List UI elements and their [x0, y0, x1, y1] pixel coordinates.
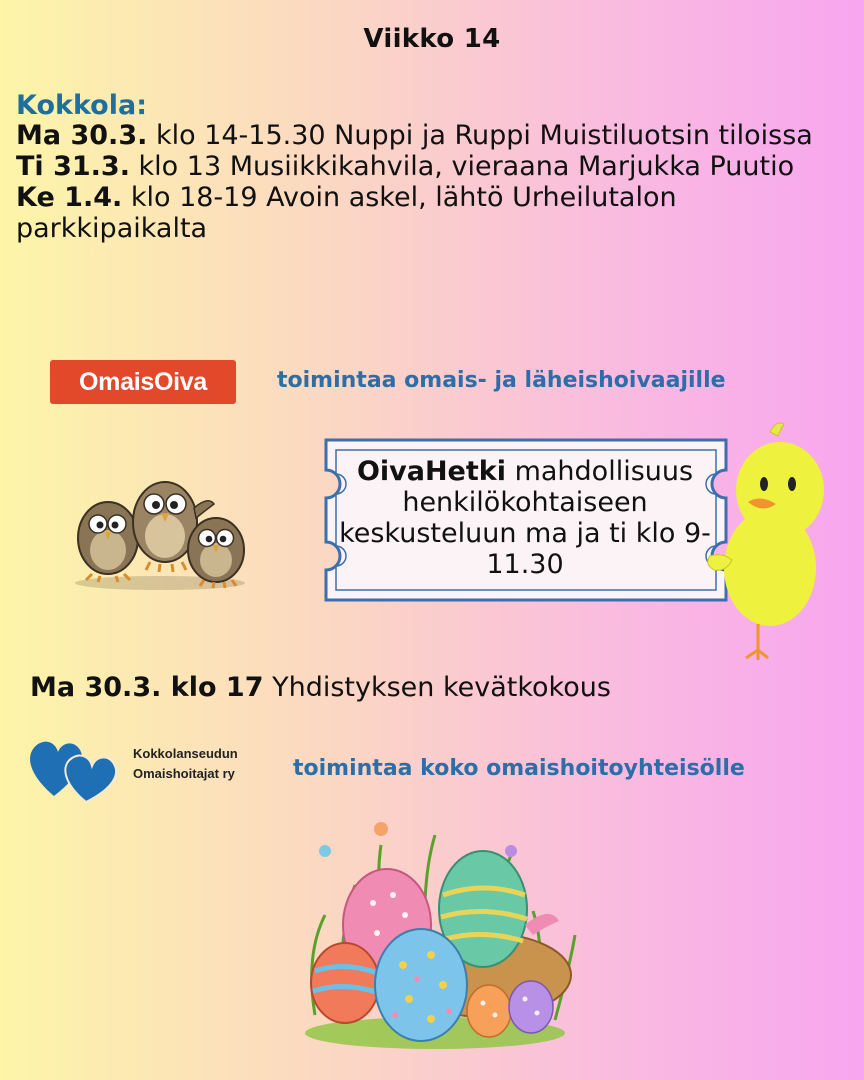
event-date: Ke 1.4. [16, 182, 123, 213]
association-tagline: toimintaa koko omaishoitoyhteisölle [293, 756, 745, 781]
event-item [16, 120, 836, 151]
event-list [16, 120, 836, 244]
omaisoiva-logo: OmaisOiva [50, 360, 236, 404]
event-item [16, 182, 836, 244]
association-name [133, 744, 238, 784]
event-item [16, 151, 836, 182]
meeting-date: Ma 30.3. klo 17 [30, 672, 264, 703]
owls-illustration [70, 468, 250, 590]
event-text: klo 13 Musiikkikahvila, vieraana Marjukka Puutio [129, 151, 795, 182]
notice-highlight: OivaHetki [356, 456, 506, 487]
chick-illustration [700, 418, 830, 666]
association-name-line: Omaishoitajat ry [133, 766, 235, 781]
event-text: klo 18-19 Avoin askel, lähtö Urheilutalon parkkipaikalta [16, 182, 677, 244]
event-date: Ti 31.3. [16, 151, 130, 182]
notice-text: mahdollisuus henkilökohtaiseen keskusteluun ma ja ti klo 9-11.30 [339, 456, 711, 580]
owl-icon [78, 502, 138, 582]
omaisoiva-tagline: toimintaa omais- ja läheishoivaajille [277, 368, 726, 393]
hearts-logo-icon [24, 730, 124, 806]
city-heading: Kokkola: [16, 90, 148, 121]
page-title: Viikko 14 [363, 24, 501, 54]
meeting-text: Yhdistyksen kevätkokous [263, 672, 611, 703]
event-date: Ma 30.3. [16, 120, 148, 151]
meeting-announcement [30, 672, 611, 703]
easter-eggs-illustration [285, 815, 585, 1055]
association-name-line: Kokkolanseudun [133, 746, 238, 761]
oivahetki-notice [330, 456, 720, 580]
event-text: klo 14-15.30 Nuppi ja Ruppi Muistiluotsin tiloissa [147, 120, 813, 151]
